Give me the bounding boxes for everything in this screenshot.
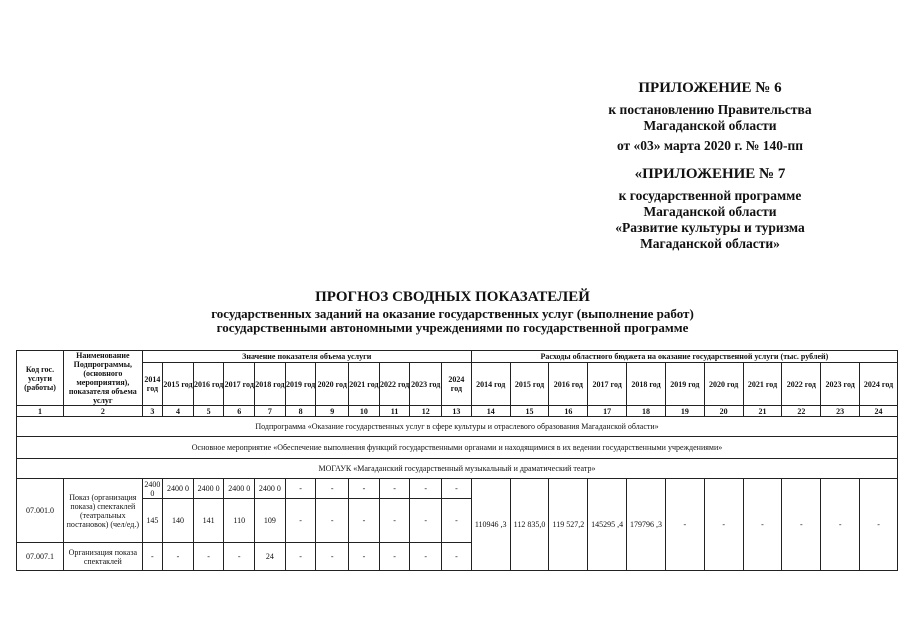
volume-cell: - [316, 499, 349, 543]
volume-cell: - [442, 479, 472, 499]
appendix-7-title: «ПРИЛОЖЕНИЕ № 7 [634, 166, 786, 182]
year-cell: 2015 год [510, 363, 549, 406]
appendix-7-block [520, 166, 900, 252]
year-cell: 2020 год [704, 363, 743, 406]
volume-cell: - [142, 543, 162, 571]
year-cell: 2019 год [665, 363, 704, 406]
expense-cell: 179796 ,3 [627, 479, 666, 571]
appendix-7-line1: к государственной программе [618, 188, 802, 203]
years-row [17, 363, 898, 406]
expense-cell: - [704, 479, 743, 571]
header-code: Код гос. услуги (работы) [17, 351, 64, 406]
header-volume: Значение показателя объема услуги [142, 351, 471, 363]
row-name: Показ (организация показа) спектаклей (театральных постановок) (чел/ед.) [64, 479, 143, 543]
year-cell: 2014 год [471, 363, 510, 406]
volume-cell: 2400 0 [142, 479, 162, 499]
column-number: 16 [549, 406, 588, 417]
year-cell: 2024 год [860, 363, 898, 406]
expense-cell: - [782, 479, 821, 571]
appendix-6-block [520, 80, 900, 154]
volume-cell: - [442, 499, 472, 543]
volume-cell: - [193, 543, 224, 571]
volume-cell: - [379, 499, 410, 543]
column-number: 11 [379, 406, 410, 417]
row-code: 07.007.1 [17, 543, 64, 571]
column-number: 2 [64, 406, 143, 417]
column-number: 22 [782, 406, 821, 417]
year-cell: 2019 год [285, 363, 316, 406]
volume-cell: - [349, 479, 380, 499]
expense-cell: - [860, 479, 898, 571]
expense-cell: 112 835,0 [510, 479, 549, 571]
column-number: 8 [285, 406, 316, 417]
volume-cell: - [163, 543, 194, 571]
appendix-6-line3: от «03» марта 2020 г. № 140-пп [616, 138, 804, 153]
year-cell: 2017 год [224, 363, 255, 406]
header-name: Наименование Подпрограммы, (основного мероприятия), показателя объема услуг [64, 351, 143, 406]
volume-cell: - [224, 543, 255, 571]
column-number: 18 [627, 406, 666, 417]
column-number: 7 [255, 406, 286, 417]
main-activity-row: Основное мероприятие «Обеспечение выполнения функций государственными органами и находящимися в их ведении государственными учреждениями» [17, 437, 898, 459]
volume-cell: 2400 0 [163, 479, 194, 499]
volume-cell: 140 [163, 499, 194, 543]
volume-cell: - [379, 479, 410, 499]
appendix-6-line1: к постановлению Правительства [608, 102, 812, 117]
column-number: 13 [442, 406, 472, 417]
volume-cell: - [316, 543, 349, 571]
volume-cell: - [349, 499, 380, 543]
column-number: 19 [665, 406, 704, 417]
column-number: 14 [471, 406, 510, 417]
year-cell: 2020 год [316, 363, 349, 406]
column-number: 15 [510, 406, 549, 417]
year-cell: 2022 год [782, 363, 821, 406]
indicators-table [16, 350, 898, 571]
appendix-6-line2: Магаданской области [643, 118, 777, 133]
column-number: 17 [588, 406, 627, 417]
volume-cell: - [410, 499, 442, 543]
year-cell: 2014 год [142, 363, 162, 406]
column-number: 9 [316, 406, 349, 417]
expense-cell: - [743, 479, 782, 571]
year-cell: 2016 год [193, 363, 224, 406]
column-number: 3 [142, 406, 162, 417]
year-cell: 2015 год [163, 363, 194, 406]
appendix-7-line4: Магаданской области» [640, 236, 780, 251]
volume-cell: - [410, 479, 442, 499]
year-cell: 2018 год [627, 363, 666, 406]
year-cell: 2023 год [410, 363, 442, 406]
document-title-sub2: государственными автономными учреждениями по государственной программе [216, 320, 689, 335]
column-numbers-row [17, 406, 898, 417]
expense-cell: 145295 ,4 [588, 479, 627, 571]
volume-cell: 145 [142, 499, 162, 543]
year-cell: 2024 год [442, 363, 472, 406]
volume-cell: - [410, 543, 442, 571]
column-number: 24 [860, 406, 898, 417]
expense-cell: 119 527,2 [549, 479, 588, 571]
year-cell: 2016 год [549, 363, 588, 406]
column-number: 20 [704, 406, 743, 417]
volume-cell: - [442, 543, 472, 571]
column-number: 23 [821, 406, 860, 417]
expense-cell: - [665, 479, 704, 571]
year-cell: 2022 год [379, 363, 410, 406]
volume-cell: 110 [224, 499, 255, 543]
year-cell: 2017 год [588, 363, 627, 406]
column-number: 1 [17, 406, 64, 417]
table-row [17, 479, 898, 499]
volume-cell: 2400 0 [193, 479, 224, 499]
volume-cell: 2400 0 [255, 479, 286, 499]
year-cell: 2018 год [255, 363, 286, 406]
volume-cell: - [379, 543, 410, 571]
column-number: 10 [349, 406, 380, 417]
document-title-sub1: государственных заданий на оказание государственных услуг (выполнение работ) [211, 306, 694, 321]
appendix-7-line3: «Развитие культуры и туризма [615, 220, 805, 235]
expense-cell: 110946 ,3 [471, 479, 510, 571]
volume-cell: - [285, 479, 316, 499]
volume-cell: - [349, 543, 380, 571]
column-number: 5 [193, 406, 224, 417]
column-number: 21 [743, 406, 782, 417]
column-number: 4 [163, 406, 194, 417]
volume-cell: 2400 0 [224, 479, 255, 499]
document-title-main: ПРОГНОЗ СВОДНЫХ ПОКАЗАТЕЛЕЙ [315, 289, 590, 305]
volume-cell: - [316, 479, 349, 499]
row-code: 07.001.0 [17, 479, 64, 543]
volume-cell: 141 [193, 499, 224, 543]
row-name: Организация показа спектаклей [64, 543, 143, 571]
column-number: 6 [224, 406, 255, 417]
document-title [0, 287, 905, 335]
volume-cell: - [285, 543, 316, 571]
appendix-7-line2: Магаданской области [643, 204, 777, 219]
column-number: 12 [410, 406, 442, 417]
institution-row: МОГАУК «Магаданский государственный музыкальный и драматический театр» [17, 459, 898, 479]
year-cell: 2021 год [743, 363, 782, 406]
volume-cell: 24 [255, 543, 286, 571]
header-expenses: Расходы областного бюджета на оказание государственной услуги (тыс. рублей) [471, 351, 897, 363]
year-cell: 2021 год [349, 363, 380, 406]
subprogram-row: Подпрограмма «Оказание государственных услуг в сфере культуры и отраслевого образования Магаданской области» [17, 417, 898, 437]
appendix-6-title: ПРИЛОЖЕНИЕ № 6 [638, 80, 782, 96]
volume-cell: - [285, 499, 316, 543]
year-cell: 2023 год [821, 363, 860, 406]
volume-cell: 109 [255, 499, 286, 543]
expense-cell: - [821, 479, 860, 571]
